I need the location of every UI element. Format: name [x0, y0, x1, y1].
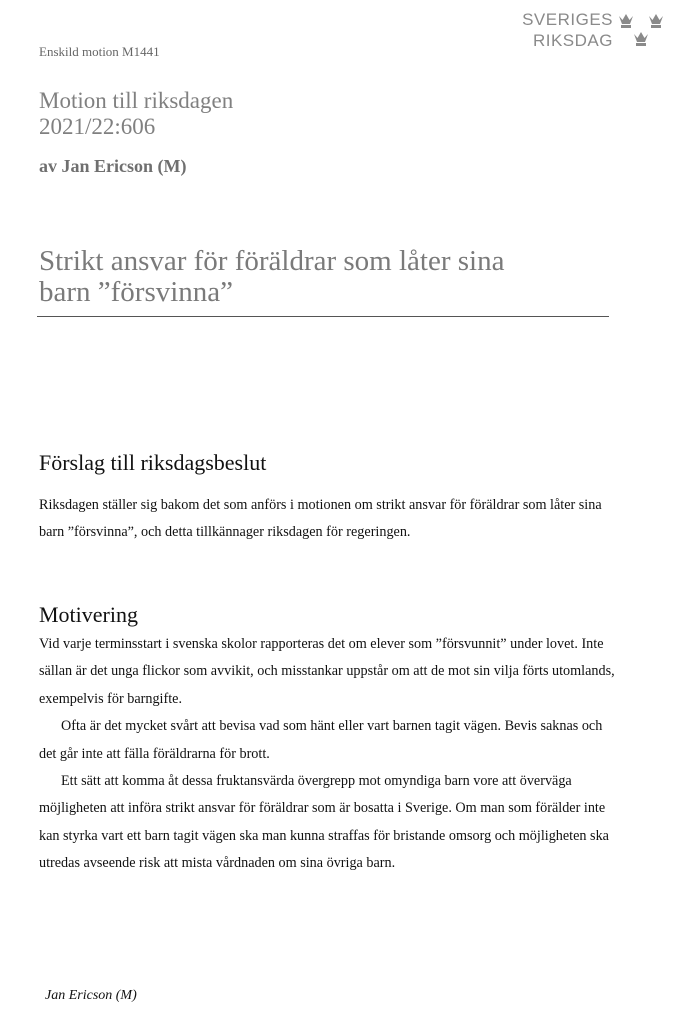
riksdag-logo: [505, 10, 675, 54]
three-crowns-icon: [617, 10, 675, 54]
section-heading-proposal: Förslag till riksdagsbeslut: [39, 450, 267, 475]
proposal-paragraph: Riksdagen ställer sig bakom det som anförs i motionen om strikt ansvar för föräldrar som låter sina barn ”försvinna”, och detta tillkännager riksdagen för regeringen.: [39, 497, 602, 541]
motion-number: Enskild motion M1441: [39, 44, 160, 59]
title-divider: [37, 316, 609, 317]
motion-session-id: 2021/22:606: [39, 114, 156, 139]
signature: Jan Ericson (M): [45, 988, 137, 1003]
section-heading-motivation: Motivering: [39, 602, 138, 627]
document-title-line-2: barn ”försvinna”: [39, 276, 234, 308]
document-title-line-1: Strikt ansvar för föräldrar som låter sina: [39, 245, 505, 277]
document-title: [39, 246, 619, 308]
motion-author: av Jan Ericson (M): [39, 156, 187, 176]
motivation-paragraph: Ofta är det mycket svårt att bevisa vad som hänt eller vart barnen tagit vägen. Bevis saknas och det går inte att fälla föräldrarna för brott.: [39, 718, 603, 762]
logo-line-2: RIKSDAG: [532, 31, 613, 50]
motivation-body: [39, 631, 619, 878]
logo-line-1: SVERIGES: [522, 10, 613, 29]
motion-type-title: [39, 88, 233, 140]
motivation-paragraph: Ett sätt att komma åt dessa fruktansvärda övergrepp mot omyndiga barn vore att överväga möjligheten att införa strikt ansvar för föräldrar som är bosatta i Sverige. Om man som förälder inte kan styrka vart ett barn tagit vägen ska man kunna straffas för bristande omsorg och möjligheten ska utredas avseende risk att mista vårdnaden om sina övriga barn.: [39, 773, 609, 872]
motivation-paragraph: Vid varje terminsstart i svenska skolor rapporteras det om elever som ”försvunnit” under lovet. Inte sällan är det unga flickor som avvikit, och misstankar uppstår om att de mot sin vilja förts utomlands, exempelvis för barngifte.: [39, 636, 615, 707]
motion-type-line: Motion till riksdagen: [39, 88, 234, 113]
